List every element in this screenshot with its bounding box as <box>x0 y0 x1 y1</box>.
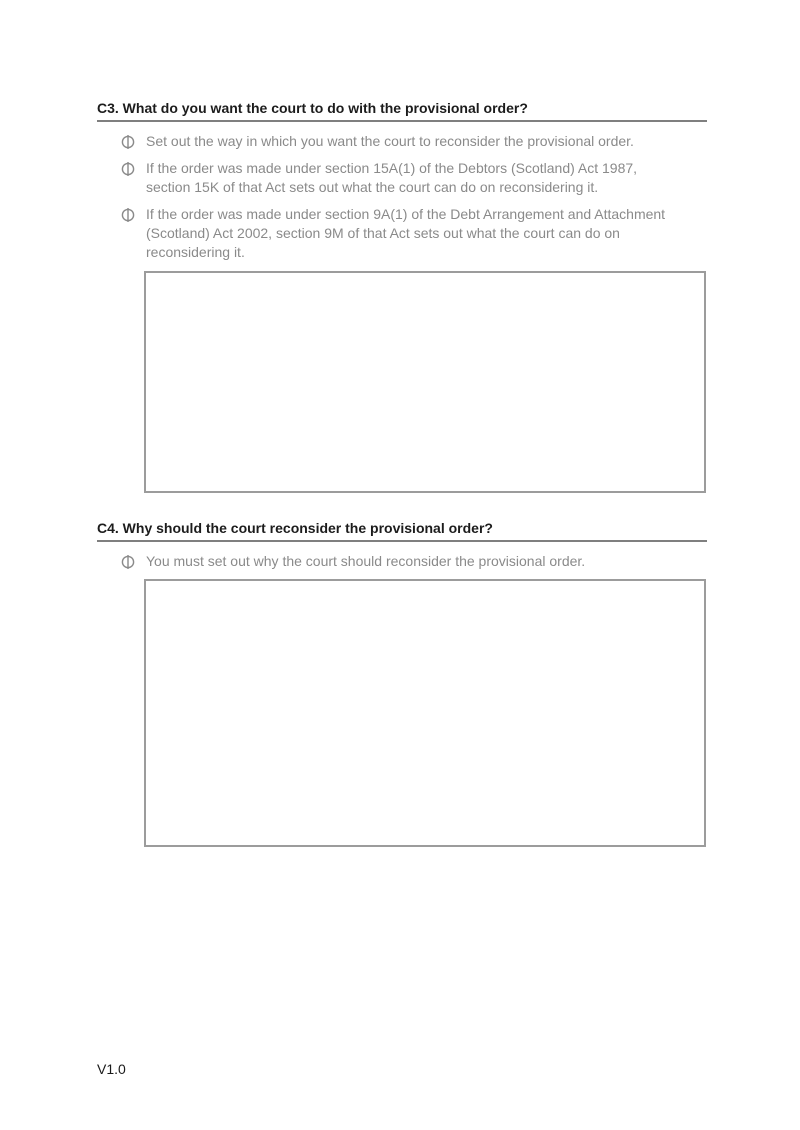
info-icon <box>121 132 135 150</box>
c3-answer-box[interactable] <box>144 271 706 493</box>
version-label: V1.0 <box>97 1061 126 1077</box>
info-icon <box>121 159 135 177</box>
section-c4-notes <box>97 552 707 571</box>
info-note-text: If the order was made under section 15A(1) of the Debtors (Scotland) Act 1987, section 15K of that Act sets out what the court can do on reconsidering it. <box>146 160 638 195</box>
info-note-text: Set out the way in which you want the court to reconsider the provisional order. <box>146 133 634 149</box>
form-content <box>97 100 707 847</box>
info-note <box>121 159 707 197</box>
c4-answer-box[interactable] <box>144 579 706 847</box>
info-note-text: You must set out why the court should reconsider the provisional order. <box>146 553 586 569</box>
info-note <box>121 205 707 262</box>
section-c3-heading: C3. What do you want the court to do with the provisional order? <box>97 100 707 122</box>
info-note <box>121 552 707 571</box>
section-c4-heading: C4. Why should the court reconsider the provisional order? <box>97 520 707 542</box>
info-note <box>121 132 707 151</box>
section-c4 <box>97 520 707 847</box>
section-c3-notes <box>97 132 707 262</box>
info-icon <box>121 205 135 223</box>
info-note-text: If the order was made under section 9A(1) of the Debt Arrangement and Attachment (Scotland) Act 2002, section 9M of that Act sets out what the court can do on reconsidering it. <box>146 206 666 260</box>
info-icon <box>121 552 135 570</box>
section-c3 <box>97 100 707 493</box>
